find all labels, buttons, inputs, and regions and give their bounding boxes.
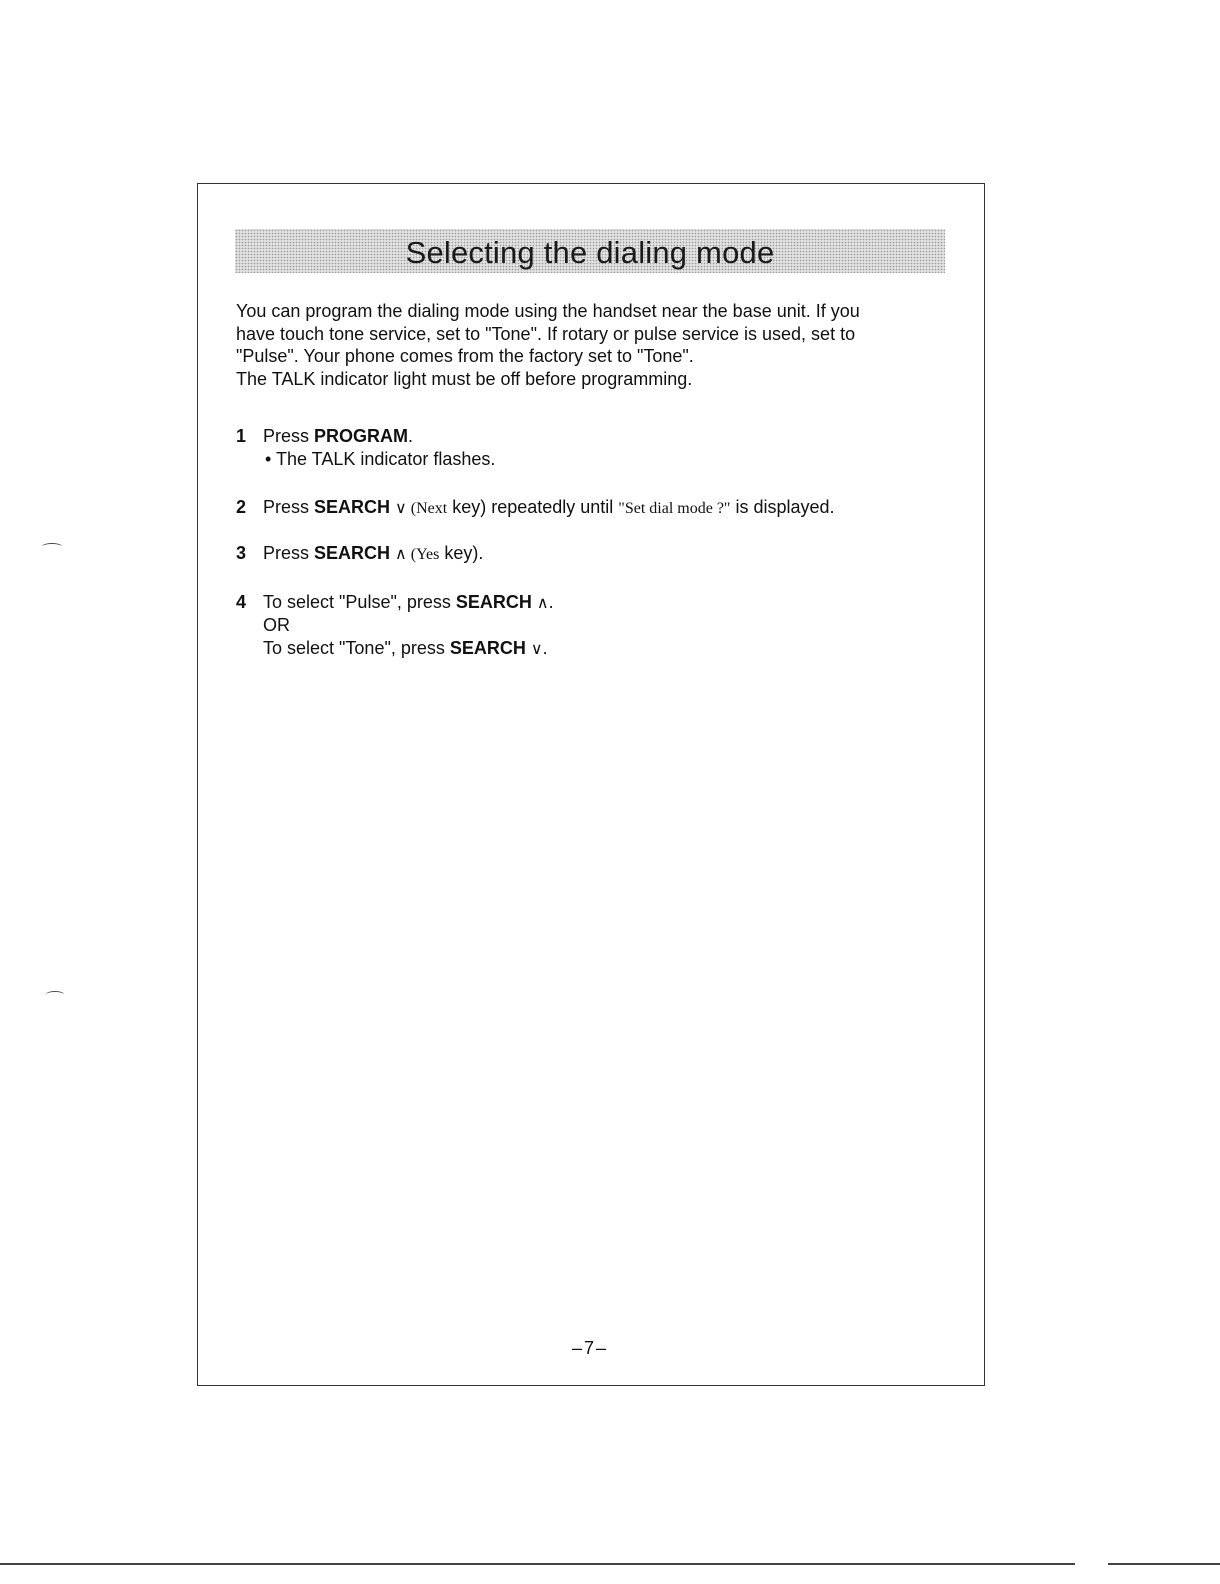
step-body — [263, 591, 554, 660]
step-instruction — [263, 637, 554, 660]
step-text: Press — [263, 497, 315, 517]
step-number: 2 — [236, 497, 247, 517]
scan-mark — [42, 543, 62, 550]
step-instruction — [263, 591, 554, 614]
step-body — [263, 542, 483, 566]
step-text: is displayed. — [730, 497, 835, 517]
step-text: ( — [406, 546, 417, 563]
step-text: key) repeatedly until — [447, 497, 619, 517]
step-note: • The TALK indicator flashes. — [265, 449, 496, 469]
or-separator: OR — [263, 615, 290, 635]
up-arrow-icon: ∧ — [395, 544, 407, 563]
intro-paragraph — [236, 300, 946, 390]
key-word: Next — [416, 500, 448, 517]
step-number: 3 — [236, 543, 247, 563]
step-number: 1 — [236, 426, 247, 446]
step-text: To select "Tone", press — [263, 638, 450, 658]
key-label: SEARCH — [449, 638, 526, 658]
page-number: –7– — [571, 1338, 609, 1358]
step-text: . — [542, 638, 548, 658]
scan-mark — [46, 991, 64, 998]
key-word: Yes — [416, 546, 440, 563]
step-body — [263, 496, 835, 520]
down-arrow-icon: ∨ — [395, 498, 407, 517]
step-text: To select "Pulse", press — [263, 592, 456, 612]
title-banner — [235, 229, 945, 273]
intro-line: "Pulse". Your phone comes from the factory set to "Tone". — [236, 346, 694, 366]
key-label: SEARCH — [314, 543, 391, 563]
step-number: 4 — [236, 592, 247, 612]
intro-line: The TALK indicator light must be off before programming. — [236, 368, 693, 389]
intro-line: You can program the dialing mode using the handset near the base unit. If you — [236, 301, 860, 321]
page-edge-rule — [0, 1563, 1075, 1565]
step-text: . — [408, 426, 414, 446]
page-edge-rule — [1108, 1563, 1220, 1565]
step-text: ( — [406, 500, 417, 517]
step-body — [263, 425, 495, 471]
step-text: key). — [439, 543, 484, 563]
page-title: Selecting the dialing mode — [405, 234, 775, 270]
up-arrow-icon: ∧ — [536, 593, 549, 612]
key-label: PROGRAM — [314, 426, 409, 446]
step-instruction — [263, 425, 495, 448]
down-arrow-icon: ∨ — [530, 639, 543, 658]
intro-line: have touch tone service, set to "Tone". If rotary or pulse service is used, set to — [236, 323, 856, 344]
step-text: Press — [263, 543, 315, 563]
display-message: "Set dial mode ?" — [618, 500, 731, 517]
step-text: Press — [263, 426, 315, 446]
key-label: SEARCH — [314, 497, 391, 517]
key-label: SEARCH — [455, 592, 532, 612]
step-text: . — [548, 592, 554, 612]
